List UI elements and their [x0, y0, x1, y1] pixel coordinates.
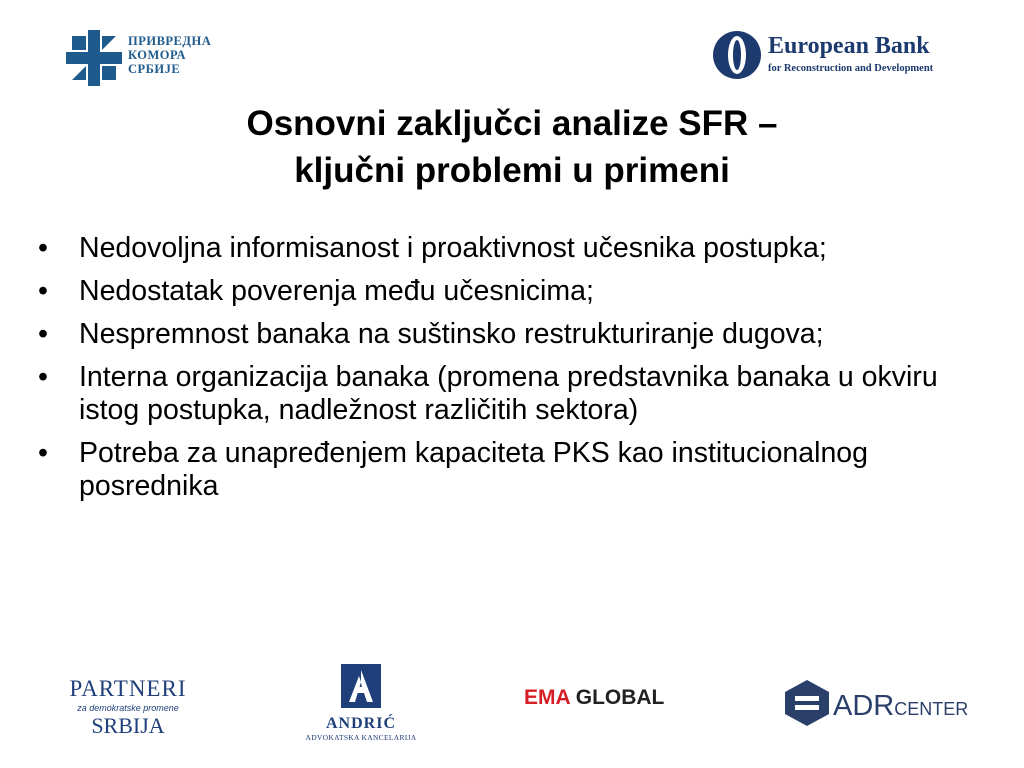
bullet-item [38, 275, 938, 308]
pks-logo [66, 30, 236, 88]
bullet-text: Potreba za unapređenjem kapaciteta PKS kao institucionalnog posrednika [79, 437, 869, 502]
adr-emblem-icon [785, 680, 829, 726]
ebrd-emblem-icon [712, 30, 762, 80]
bullet-item [38, 318, 938, 351]
ema-logo-part1: EMA [524, 686, 570, 709]
pks-emblem-icon [66, 30, 122, 86]
bullet-icon: • [38, 437, 48, 469]
partneri-logo-name: PARTNERI [69, 676, 187, 701]
ebrd-logo [712, 30, 972, 82]
ebrd-logo-name: European Bank [768, 33, 930, 59]
bullet-icon: • [38, 361, 48, 393]
partneri-logo-tagline: za demokratske promene [77, 703, 179, 713]
andric-logo-name: ANDRIĆ [326, 715, 396, 732]
andric-logo [296, 664, 426, 754]
partneri-logo-country: SRBIJA [91, 713, 165, 738]
pks-logo-line1: ПРИВРЕДНА [128, 34, 212, 48]
slide-title-line2: ključni problemi u primeni [294, 151, 730, 190]
ema-global-logo [524, 686, 664, 710]
bullet-list [38, 232, 938, 513]
adr-logo-part1: ADR [833, 690, 895, 722]
bullet-text: Nedovoljna informisanost i proaktivnost učesnika postupka; [79, 232, 827, 264]
partneri-logo [58, 676, 198, 740]
andric-logo-subtitle: ADVOKATSKA KANCELARIJA [305, 733, 417, 742]
ema-logo-part2: GLOBAL [575, 686, 665, 709]
bullet-text: Nedostatak poverenja među učesnicima; [79, 275, 594, 307]
bullet-icon: • [38, 275, 48, 307]
bullet-icon: • [38, 232, 48, 264]
slide-title-line1: Osnovni zaključci analize SFR – [246, 104, 778, 143]
slide-title [0, 100, 1024, 194]
bullet-item [38, 437, 938, 503]
ebrd-logo-subtitle: for Reconstruction and Development [768, 63, 934, 74]
andric-emblem-icon [341, 664, 381, 708]
adr-center-logo [785, 680, 969, 730]
pks-logo-line3: СРБИЈЕ [128, 62, 181, 76]
bullet-item [38, 361, 938, 427]
bullet-icon: • [38, 318, 48, 350]
bullet-item [38, 232, 938, 265]
adr-logo-part2: CENTER [894, 699, 969, 719]
bullet-text: Interna organizacija banaka (promena predstavnika banaka u okviru istog postupka, nadležnost različitih sektora) [79, 361, 938, 426]
pks-logo-line2: КОМОРА [128, 48, 187, 62]
bullet-text: Nespremnost banaka na suštinsko restrukturiranje dugova; [79, 318, 824, 350]
